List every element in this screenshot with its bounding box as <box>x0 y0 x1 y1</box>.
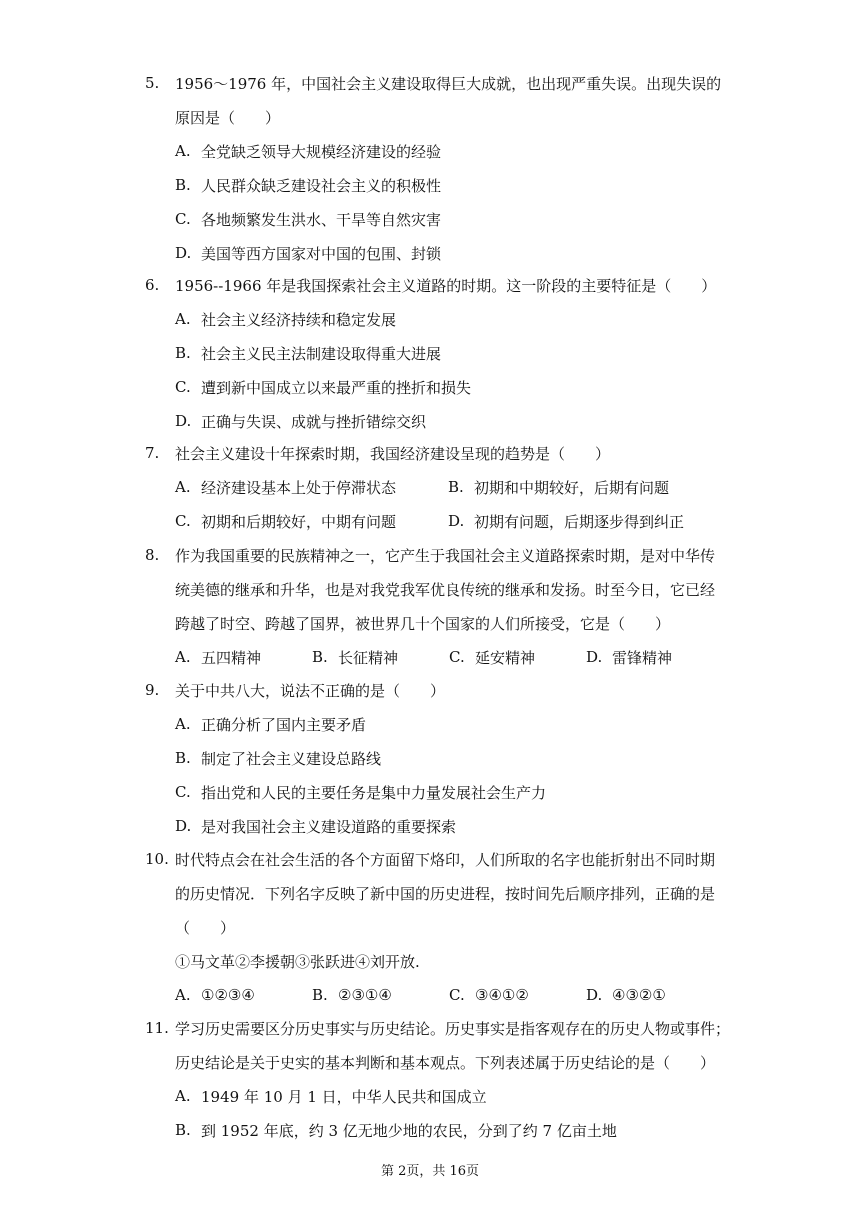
option-c[interactable]: C. 各地频繁发生洪水、干旱等自然灾害 <box>175 210 442 229</box>
question-text: 关于中共八大，说法不正确的是（ ） <box>175 681 446 700</box>
question-9 <box>145 673 725 843</box>
question-number: 8. <box>145 546 160 564</box>
question-number: 11. <box>145 1019 169 1037</box>
option-c[interactable]: C. 初期和后期较好，中期有问题 <box>175 512 397 531</box>
question-5 <box>145 66 725 270</box>
option-a[interactable]: A. 1949 年 10 月 1 日，中华人民共和国成立 <box>175 1087 487 1106</box>
question-text: （ ） <box>175 918 236 937</box>
question-text: 的历史情况．下列名字反映了新中国的历史进程，按时间先后顺序排列，正确的是 <box>175 884 716 903</box>
option-b[interactable]: B. 初期和中期较好，后期有问题 <box>448 478 670 497</box>
option-a[interactable]: A. 经济建设基本上处于停滞状态 <box>175 478 397 497</box>
question-text: 历史结论是关于史实的基本判断和基本观点。下列表述属于历史结论的是（ ） <box>175 1053 716 1072</box>
question-text: 时代特点会在社会生活的各个方面留下烙印，人们所取的名字也能折射出不同时期 <box>175 850 716 869</box>
option-a[interactable]: A. 社会主义经济持续和稳定发展 <box>175 310 397 329</box>
option-c[interactable]: C. 指出党和人民的主要任务是集中力量发展社会生产力 <box>175 783 547 802</box>
question-number: 5. <box>145 74 160 92</box>
question-text: 1956～1976 年，中国社会主义建设取得巨大成就，也出现严重失误。出现失误的 <box>175 74 722 93</box>
option-d[interactable]: D. ④③②① <box>586 986 666 1004</box>
question-11 <box>145 1011 731 1147</box>
option-d[interactable]: D. 雷锋精神 <box>586 648 673 667</box>
option-b[interactable]: B. 到 1952 年底，约 3 亿无地少地的农民，分到了约 7 亿亩土地 <box>175 1121 617 1140</box>
option-d[interactable]: D. 初期有问题，后期逐步得到纠正 <box>448 512 685 531</box>
question-10 <box>145 842 725 1012</box>
question-number: 9. <box>145 681 160 699</box>
option-d[interactable]: D. 是对我国社会主义建设道路的重要探索 <box>175 817 457 836</box>
option-a[interactable]: A. 五四精神 <box>175 648 262 667</box>
option-b[interactable]: B. 社会主义民主法制建设取得重大进展 <box>175 344 442 363</box>
question-6 <box>145 268 725 438</box>
option-a[interactable]: A. ①②③④ <box>175 986 255 1004</box>
option-b[interactable]: B. ②③①④ <box>312 986 392 1004</box>
question-text: 跨越了时空、跨越了国界，被世界几十个国家的人们所接受，它是（ ） <box>175 614 671 633</box>
page-footer: 第 2页，共 16页 <box>380 1164 480 1179</box>
question-text: 学习历史需要区分历史事实与历史结论。历史事实是指客观存在的历史人物或事件； <box>175 1019 731 1038</box>
option-a[interactable]: A. 全党缺乏领导大规模经济建设的经验 <box>175 142 442 161</box>
option-c[interactable]: C. 遭到新中国成立以来最严重的挫折和损失 <box>175 378 472 397</box>
option-d[interactable]: D. 正确与失误、成就与挫折错综交织 <box>175 412 427 431</box>
question-text: 1956--1966 年是我国探索社会主义道路的时期。这一阶段的主要特征是（ ） <box>175 276 717 295</box>
question-number: 10. <box>145 850 169 868</box>
question-text: 原因是（ ） <box>175 108 281 127</box>
option-b[interactable]: B. 长征精神 <box>312 648 399 667</box>
question-text: 社会主义建设十年探索时期，我国经济建设呈现的趋势是（ ） <box>175 444 611 463</box>
question-number: 7. <box>145 444 160 462</box>
option-c[interactable]: C. ③④①② <box>449 986 529 1004</box>
option-b[interactable]: B. 人民群众缺乏建设社会主义的积极性 <box>175 176 442 195</box>
option-a[interactable]: A. 正确分析了国内主要矛盾 <box>175 715 367 734</box>
question-text: 统美德的继承和升华，也是对我党我军优良传统的继承和发扬。时至今日，它已经 <box>175 580 716 599</box>
question-text: ①马文革②李援朝③张跃进④刘开放. <box>175 952 420 971</box>
option-d[interactable]: D. 美国等西方国家对中国的包围、封锁 <box>175 244 442 263</box>
question-8 <box>145 538 725 674</box>
option-c[interactable]: C. 延安精神 <box>449 648 536 667</box>
question-number: 6. <box>145 276 160 294</box>
question-7 <box>145 436 725 538</box>
question-text: 作为我国重要的民族精神之一，它产生于我国社会主义道路探索时期，是对中华传 <box>175 546 716 565</box>
option-b[interactable]: B. 制定了社会主义建设总路线 <box>175 749 382 768</box>
